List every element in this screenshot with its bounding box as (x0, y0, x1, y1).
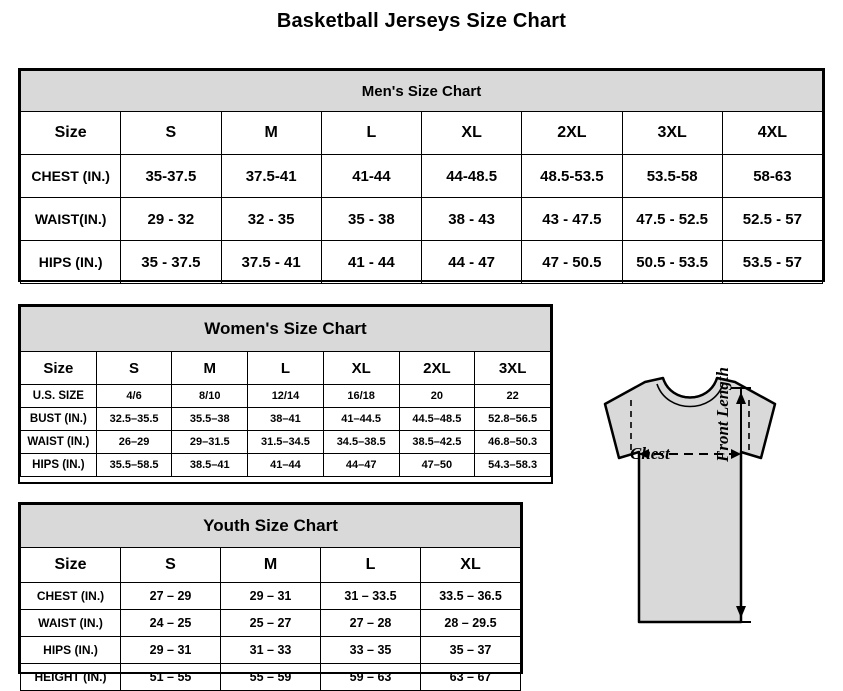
youth-cell: 24 – 25 (121, 610, 221, 637)
womens-cell: 41–44 (248, 454, 324, 477)
mens-cell: 41 - 44 (321, 241, 421, 284)
mens-cell: 44 - 47 (422, 241, 522, 284)
youth-cell: 27 – 28 (321, 610, 421, 637)
youth-header-cell: M (221, 548, 321, 583)
mens-caption-row (21, 71, 823, 112)
womens-cell: 44–47 (323, 454, 399, 477)
youth-size-chart (18, 502, 523, 684)
youth-size-table (20, 504, 521, 691)
youth-row-label: HIPS (IN.) (21, 637, 121, 664)
mens-row-label: WAIST(IN.) (21, 198, 121, 241)
womens-cell: 29–31.5 (172, 431, 248, 454)
mens-header-cell: 2XL (522, 112, 622, 155)
womens-size-chart (18, 304, 553, 484)
youth-cell: 28 – 29.5 (421, 610, 521, 637)
youth-row-label: CHEST (IN.) (21, 583, 121, 610)
jersey-shirt-icon (545, 362, 835, 680)
mens-cell: 41-44 (321, 155, 421, 198)
youth-cell: 33 – 35 (321, 637, 421, 664)
womens-cell: 44.5–48.5 (399, 408, 475, 431)
womens-cell: 12/14 (248, 385, 324, 408)
youth-cell: 31 – 33.5 (321, 583, 421, 610)
table-row (21, 431, 551, 454)
womens-cell: 35.5–58.5 (96, 454, 172, 477)
womens-cell: 8/10 (172, 385, 248, 408)
mens-cell: 35-37.5 (121, 155, 221, 198)
youth-cell: 31 – 33 (221, 637, 321, 664)
mens-cell: 37.5 - 41 (221, 241, 321, 284)
mens-cell: 53.5 - 57 (722, 241, 822, 284)
table-row (21, 155, 823, 198)
mens-row-label: HIPS (IN.) (21, 241, 121, 284)
womens-header-cell: 2XL (399, 352, 475, 385)
youth-caption-row (21, 505, 521, 548)
womens-row-label: BUST (IN.) (21, 408, 97, 431)
womens-cell: 16/18 (323, 385, 399, 408)
youth-row-label: WAIST (IN.) (21, 610, 121, 637)
womens-cell: 26–29 (96, 431, 172, 454)
youth-cell: 27 – 29 (121, 583, 221, 610)
womens-cell: 38–41 (248, 408, 324, 431)
womens-cell: 46.8–50.3 (475, 431, 551, 454)
mens-cell: 43 - 47.5 (522, 198, 622, 241)
womens-cell: 35.5–38 (172, 408, 248, 431)
womens-cell: 32.5–35.5 (96, 408, 172, 431)
table-row (21, 610, 521, 637)
womens-header-cell: Size (21, 352, 97, 385)
mens-header-cell: M (221, 112, 321, 155)
womens-row-label: WAIST (IN.) (21, 431, 97, 454)
mens-cell: 47.5 - 52.5 (622, 198, 722, 241)
youth-cell: 25 – 27 (221, 610, 321, 637)
mens-header-cell: L (321, 112, 421, 155)
table-row (21, 408, 551, 431)
womens-row-label: U.S. SIZE (21, 385, 97, 408)
mens-size-table (20, 70, 823, 284)
mens-chart-caption: Men's Size Chart (21, 71, 823, 112)
womens-size-table (20, 306, 551, 477)
mens-cell: 53.5-58 (622, 155, 722, 198)
womens-cell: 47–50 (399, 454, 475, 477)
table-row (21, 454, 551, 477)
mens-header-cell: 4XL (722, 112, 822, 155)
mens-header-cell: S (121, 112, 221, 155)
mens-header-cell: Size (21, 112, 121, 155)
chest-measure-label: Chest (630, 444, 670, 463)
mens-cell: 35 - 37.5 (121, 241, 221, 284)
table-row (21, 241, 823, 284)
youth-cell: 59 – 63 (321, 664, 421, 691)
table-row (21, 583, 521, 610)
table-row (21, 664, 521, 691)
womens-cell: 54.3–58.3 (475, 454, 551, 477)
youth-cell: 29 – 31 (221, 583, 321, 610)
youth-header-cell: L (321, 548, 421, 583)
womens-header-cell: M (172, 352, 248, 385)
womens-header-cell: S (96, 352, 172, 385)
mens-cell: 58-63 (722, 155, 822, 198)
youth-cell: 63 – 67 (421, 664, 521, 691)
youth-cell: 35 – 37 (421, 637, 521, 664)
mens-header-row (21, 112, 823, 155)
mens-cell: 32 - 35 (221, 198, 321, 241)
youth-cell: 51 – 55 (121, 664, 221, 691)
youth-header-cell: S (121, 548, 221, 583)
mens-cell: 35 - 38 (321, 198, 421, 241)
table-row (21, 385, 551, 408)
mens-size-chart (18, 68, 825, 282)
womens-header-cell: XL (323, 352, 399, 385)
table-row (21, 198, 823, 241)
youth-header-cell: XL (421, 548, 521, 583)
youth-header-cell: Size (21, 548, 121, 583)
page-title: Basketball Jerseys Size Chart (276, 10, 567, 32)
womens-cell: 22 (475, 385, 551, 408)
womens-cell: 38.5–42.5 (399, 431, 475, 454)
womens-cell: 38.5–41 (172, 454, 248, 477)
front-length-measure-label: Front Length (713, 367, 732, 462)
mens-cell: 29 - 32 (121, 198, 221, 241)
womens-cell: 4/6 (96, 385, 172, 408)
mens-header-cell: XL (422, 112, 522, 155)
womens-cell: 34.5–38.5 (323, 431, 399, 454)
mens-cell: 38 - 43 (422, 198, 522, 241)
youth-header-row (21, 548, 521, 583)
womens-header-row (21, 352, 551, 385)
mens-row-label: CHEST (IN.) (21, 155, 121, 198)
mens-cell: 37.5-41 (221, 155, 321, 198)
womens-cell: 20 (399, 385, 475, 408)
womens-cell: 31.5–34.5 (248, 431, 324, 454)
mens-cell: 44-48.5 (422, 155, 522, 198)
youth-cell: 55 – 59 (221, 664, 321, 691)
womens-header-cell: 3XL (475, 352, 551, 385)
mens-header-cell: 3XL (622, 112, 722, 155)
womens-cell: 41–44.5 (323, 408, 399, 431)
womens-chart-caption: Women's Size Chart (21, 307, 551, 352)
jersey-measurement-diagram (545, 362, 835, 680)
mens-cell: 52.5 - 57 (722, 198, 822, 241)
table-row (21, 637, 521, 664)
mens-cell: 48.5-53.5 (522, 155, 622, 198)
womens-caption-row (21, 307, 551, 352)
youth-cell: 33.5 – 36.5 (421, 583, 521, 610)
youth-chart-caption: Youth Size Chart (21, 505, 521, 548)
mens-cell: 47 - 50.5 (522, 241, 622, 284)
womens-cell: 52.8–56.5 (475, 408, 551, 431)
womens-header-cell: L (248, 352, 324, 385)
youth-cell: 29 – 31 (121, 637, 221, 664)
womens-row-label: HIPS (IN.) (21, 454, 97, 477)
mens-cell: 50.5 - 53.5 (622, 241, 722, 284)
youth-row-label: HEIGHT (IN.) (21, 664, 121, 691)
